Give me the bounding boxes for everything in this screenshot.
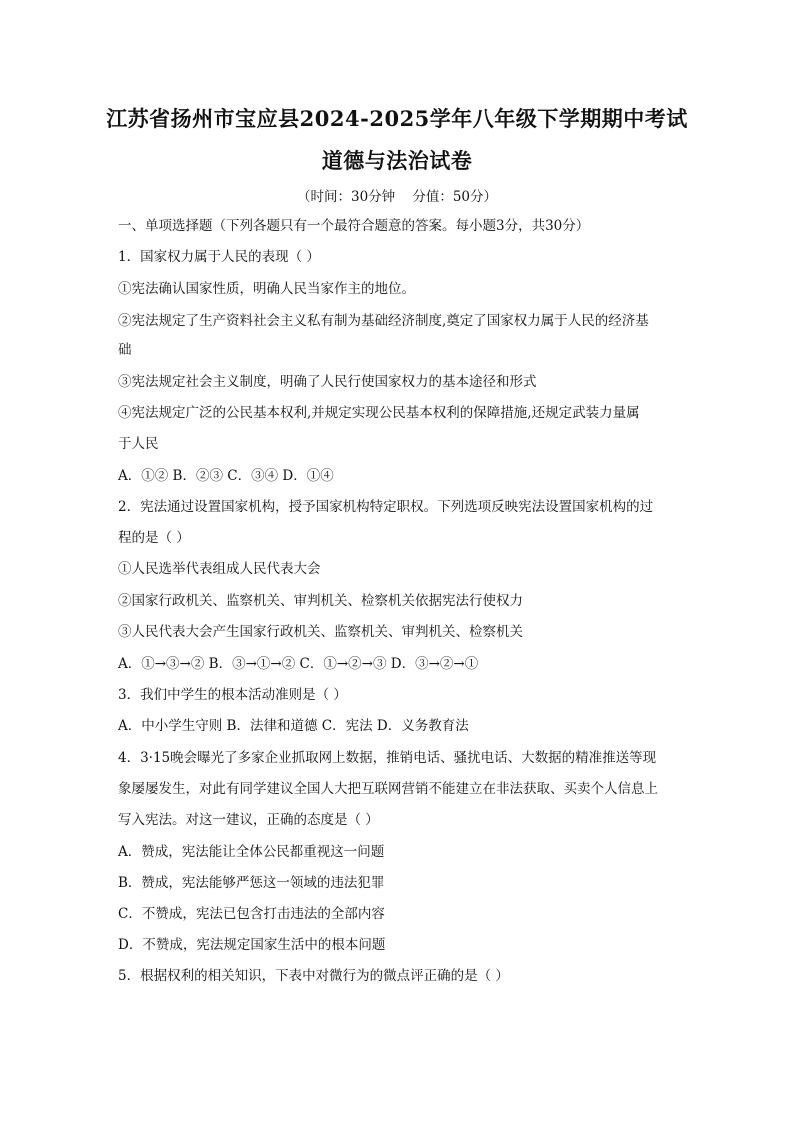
q2-choices: A．①→③→② B．③→①→② C．①→②→③ D．③→②→① xyxy=(118,656,479,672)
q1-option-4-cont: 于人民 xyxy=(118,436,159,452)
exam-time-score: （时间：30分钟 分值：50分） xyxy=(296,189,498,205)
q3-choices: A．中小学生守则 B．法律和道德 C．宪法 D．义务教育法 xyxy=(118,718,469,734)
q4-option-a: A．赞成，宪法能让全体公民都重视这一问题 xyxy=(118,844,385,860)
q5-stem: 5．根据权利的相关知识，下表中对微行为的微点评正确的是（ ） xyxy=(118,968,509,984)
q2-stem-cont: 程的是（ ） xyxy=(118,530,190,546)
section-header: 一、单项选择题（下列各题只有一个最符合题意的答案。每小题3分，共30分） xyxy=(118,218,590,234)
q2-stem: 2．宪法通过设置国家机构，授予国家机构特定职权。下列选项反映宪法设置国家机构的过 xyxy=(118,499,654,515)
q4-stem-cont-1: 象屡屡发生，对此有同学建议全国人大把互联网营销不能建立在非法获取、买卖个人信息上 xyxy=(118,781,658,797)
q4-stem: 4．3·15晚会曝光了多家企业抓取网上数据，推销电话、骚扰电话、大数据的精准推送等现 xyxy=(118,750,657,766)
q1-option-3: ③宪法规定社会主义制度，明确了人民行使国家权力的基本途径和形式 xyxy=(118,374,537,390)
q1-option-1: ①宪法确认国家性质，明确人民当家作主的地位。 xyxy=(118,281,415,297)
exam-title: 江苏省扬州市宝应县2024-2025学年八年级下学期期中考试 xyxy=(106,106,688,131)
q1-option-4: ④宪法规定广泛的公民基本权利,并规定实现公民基本权利的保障措施,还规定武装力量属 xyxy=(118,405,640,421)
q1-choices: A．①② B．②③ C．③④ D．①④ xyxy=(118,468,334,484)
q1-stem: 1．国家权力属于人民的表现（ ） xyxy=(118,249,320,265)
q4-option-b: B．赞成，宪法能够严惩这一领域的违法犯罪 xyxy=(118,875,385,891)
q2-option-2: ②国家行政机关、监察机关、审判机关、检察机关依据宪法行使权力 xyxy=(118,593,523,609)
q1-option-2: ②宪法规定了生产资料社会主义私有制为基础经济制度,奠定了国家权力属于人民的经济基 xyxy=(118,313,649,329)
q1-option-2-cont: 础 xyxy=(118,342,132,358)
exam-subject-title: 道德与法治试卷 xyxy=(321,148,473,173)
q4-stem-cont-2: 写入宪法。对这一建议，正确的态度是（ ） xyxy=(118,812,379,828)
q4-option-d: D．不赞成，宪法规定国家生活中的根本问题 xyxy=(118,937,386,953)
q2-option-3: ③人民代表大会产生国家行政机关、监察机关、审判机关、检察机关 xyxy=(118,624,523,640)
q3-stem: 3．我们中学生的根本活动准则是（ ） xyxy=(118,687,347,703)
q4-option-c: C．不赞成，宪法已包含打击违法的全部内容 xyxy=(118,906,385,922)
q2-option-1: ①人民选举代表组成人民代表大会 xyxy=(118,561,321,577)
